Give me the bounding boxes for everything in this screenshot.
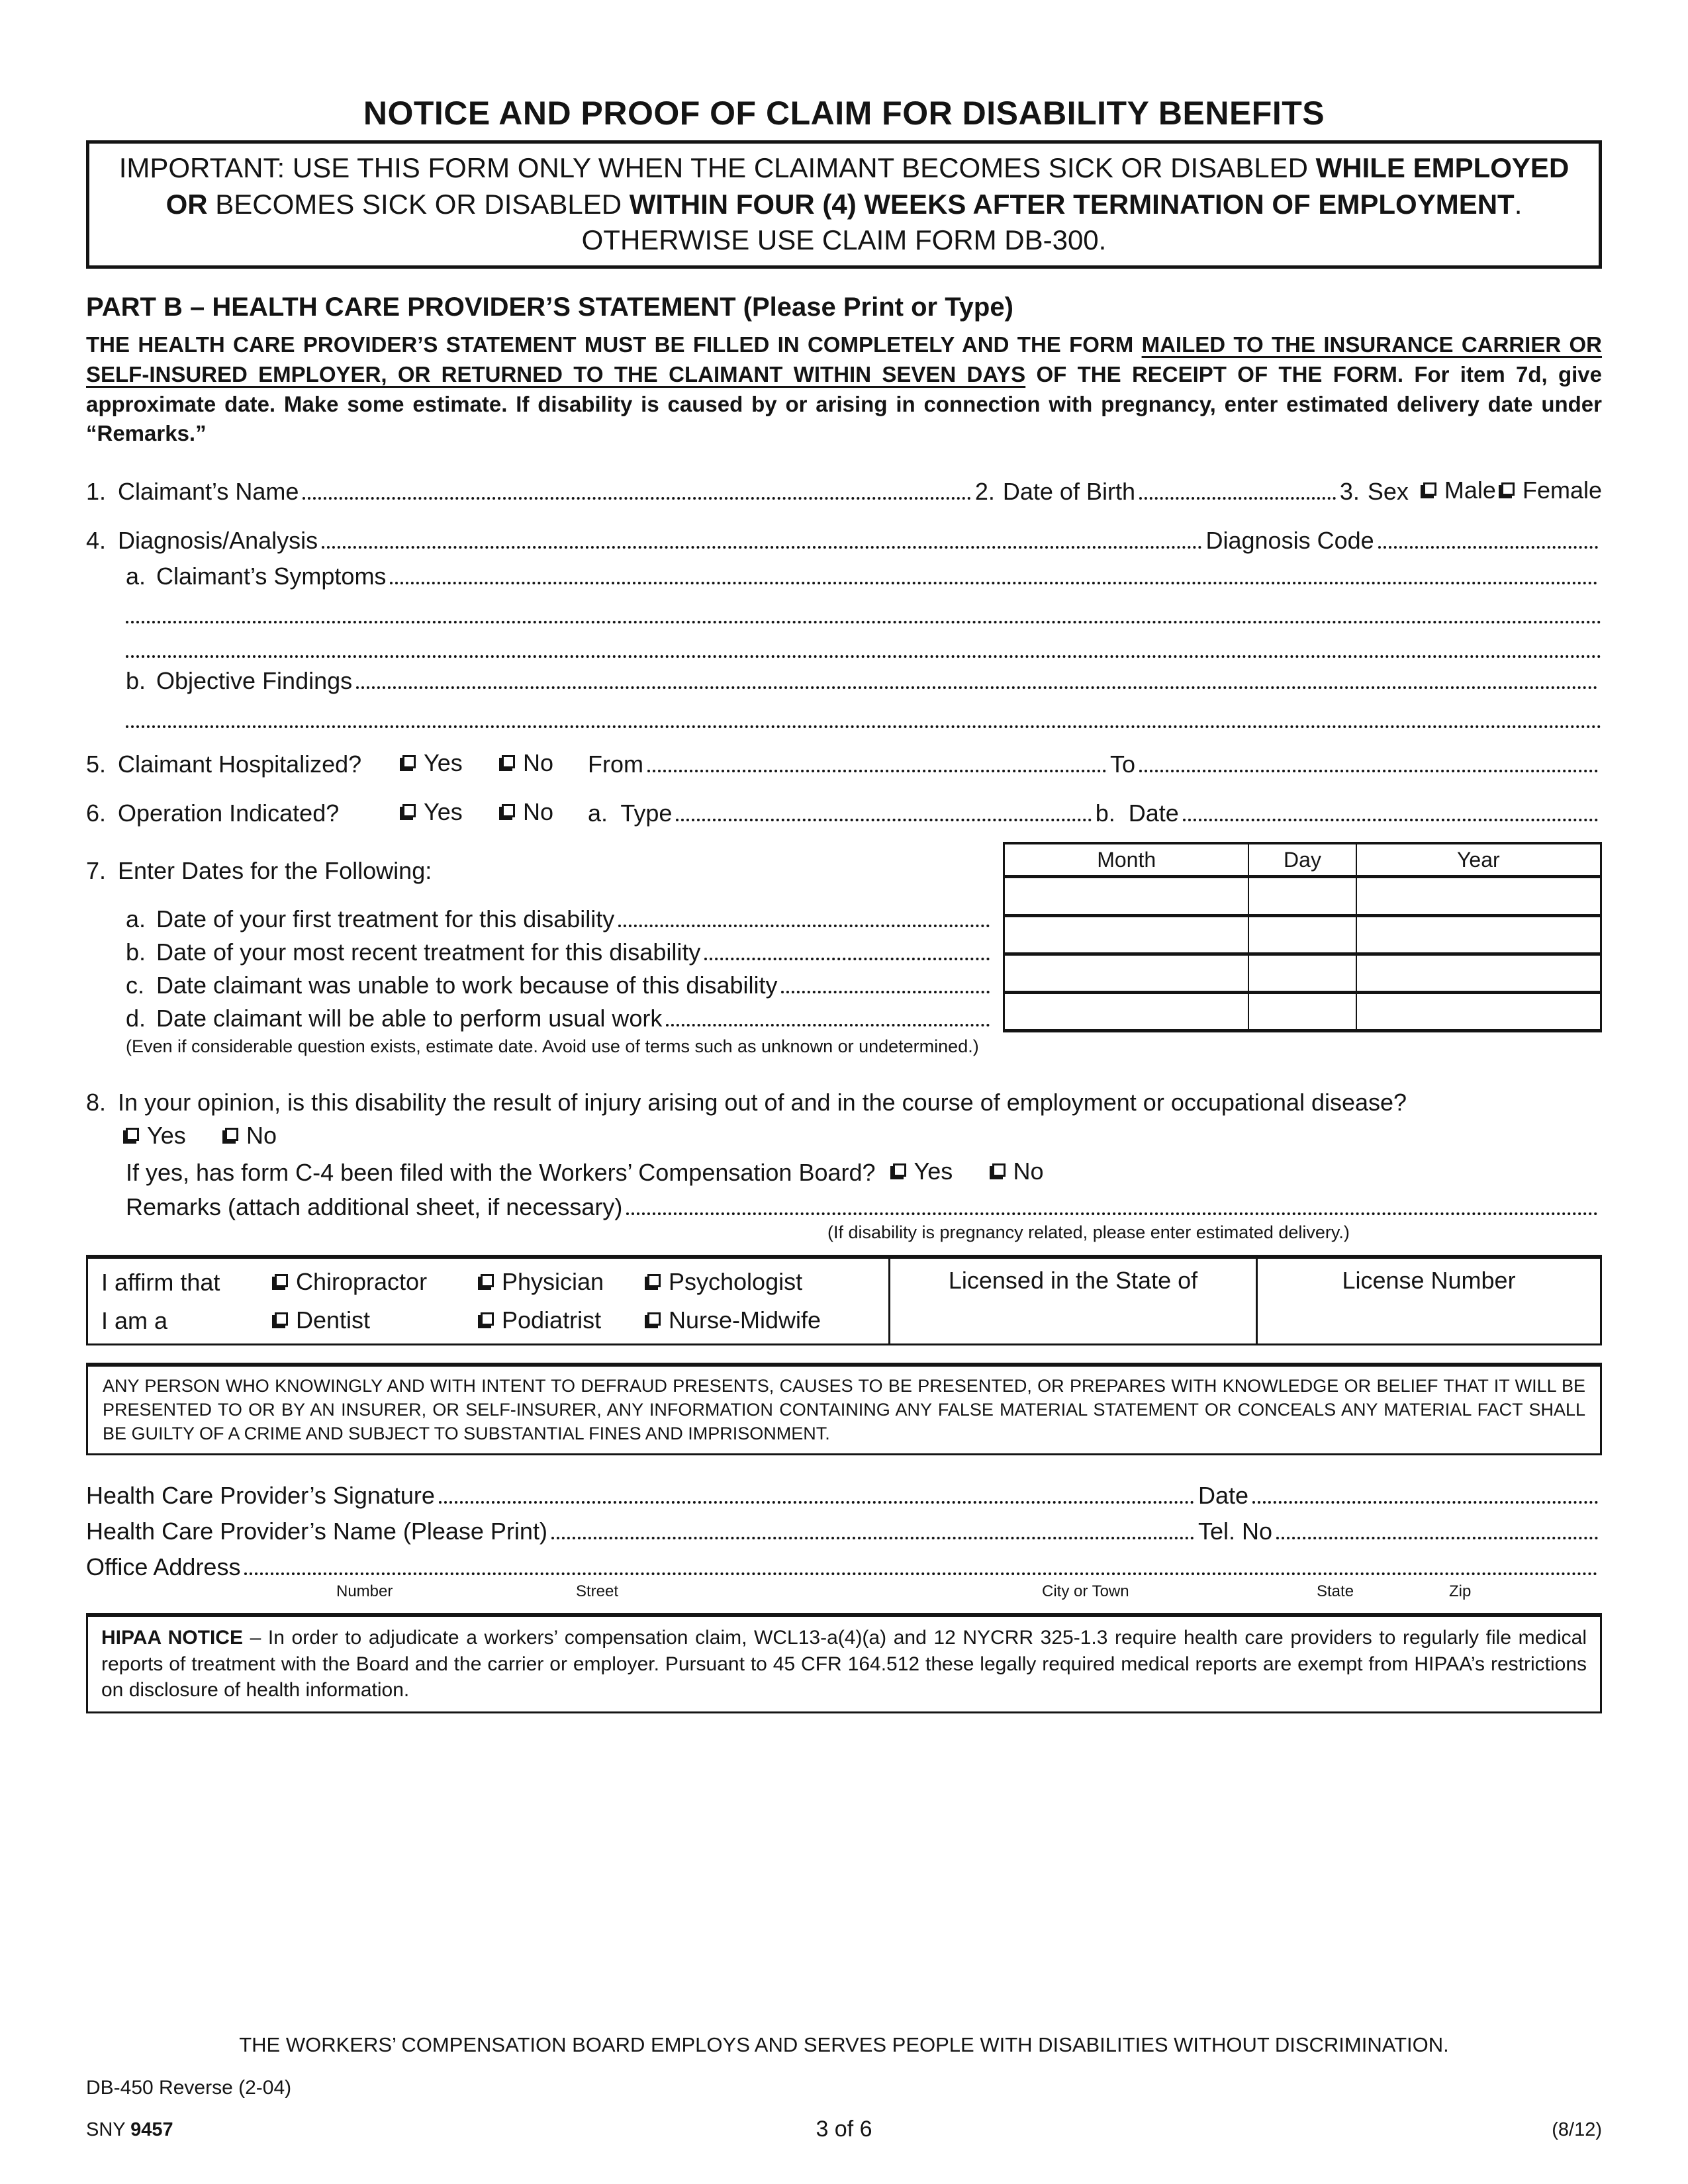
revision-date: (8/12) [1552,2119,1602,2140]
item8-question: In your opinion, is this disability the result of injury arising out of and in the course of employment or occupational disease? [118,1089,1407,1116]
claimant-name-label: Claimant’s Name [118,478,299,506]
operation-date-field[interactable] [1183,819,1598,821]
remarks-label: Remarks (attach additional sheet, if necessary) [126,1193,623,1221]
important-text-bold: WHILE EMPLOYED OR [165,152,1570,220]
female-label: Female [1522,477,1602,504]
table-row [1004,877,1601,915]
row-c4-filed [126,1158,1602,1187]
chiropractor-checkbox[interactable] [275,1274,288,1287]
sex-female-option [1496,477,1602,504]
hipaa-notice-text: – In order to adjudicate a workers’ compensation claim, WCL13-a(4)(a) and 12 NYCRR 325-1.3 require health care providers to regularly file medical reports of treatment with the Board and the carrier or employer. Pursuant to 45 CFR 164.512 these legally required medical reports are exempt from HIPAA’s restrictions on disclosure of health information. [101,1627,1587,1702]
item7-row-c: c. Date claimant was unable to work because of this disability [126,966,994,999]
row-remarks [126,1193,1602,1221]
address-number-label: Number [336,1582,393,1601]
date-c-month-cell[interactable] [1004,954,1249,992]
objective-findings-label: Objective Findings [156,667,353,695]
c4-filed-label: If yes, has form C-4 been filed with the Workers’ Compensation Board? [126,1159,876,1187]
podiatrist-checkbox[interactable] [481,1312,494,1326]
item7-section [86,842,1602,1032]
dates-table-header [1004,843,1601,877]
license-number-label: License Number [1342,1267,1516,1295]
instructions-underlined: MAILED TO THE INSURANCE CARRIER OR SELF-INSURED EMPLOYER, OR RETURNED TO THE CLAIMANT WITHIN SEVEN DAYS [86,332,1602,387]
signature-label: Health Care Provider’s Signature [86,1482,435,1510]
operation-date-label: b. Date [1095,799,1179,827]
non-discrimination-notice: THE WORKERS’ COMPENSATION BOARD EMPLOYS AND SERVES PEOPLE WITH DISABILITIES WITHOUT DISCRIMINATION. [239,2033,1449,2056]
affirm-intro-line1: I affirm that [101,1269,220,1297]
objective-findings-field[interactable] [356,686,1598,689]
part-b-instructions: THE HEALTH CARE PROVIDER’S STATEMENT MUST BE FILLED IN COMPLETELY AND THE FORM MAILED TO THE INSURANCE CARRIER OR SELF-INSURED EMPLOYER, OR RETURNED TO THE CLAIMANT WITHIN SEVEN DAYS OF THE RECEIPT OF THE FORM. For item 7d, give approximate date. Make some estimate. If disability is caused by or arising in connection with pregnancy, enter estimated delivery date under “Remarks.” [86,332,1602,446]
dentist-option: Dentist [269,1306,475,1334]
item7-row-b: b. Date of your most recent treatment for this disability [126,933,994,966]
hospitalized-label: Claimant Hospitalized? [118,751,362,778]
unable-to-work-label: Date claimant was unable to work because of this disability [156,972,778,999]
hospitalized-no-option: No [496,749,583,777]
item-number: 3. [1339,478,1360,506]
provider-name-label: Health Care Provider’s Name (Please Print) [86,1518,547,1545]
row-hospitalized [86,749,1602,778]
table-row [1004,993,1601,1031]
symptoms-label: Claimant’s Symptoms [156,563,387,590]
chiropractor-option: Chiropractor [269,1268,475,1296]
c4-no-checkbox[interactable] [992,1163,1006,1177]
diagnosis-code-label: Diagnosis Code [1205,527,1374,555]
row-signature [86,1479,1602,1510]
important-text: . OTHERWISE USE CLAIM FORM DB-300. [581,188,1523,256]
hospitalized-yes-checkbox[interactable] [402,755,416,768]
operation-no-checkbox[interactable] [502,804,515,817]
item-number: 8. [86,1089,107,1116]
signature-section [86,1479,1602,1602]
operation-yes-checkbox[interactable] [402,804,416,817]
first-treatment-label: Date of your first treatment for this disability [156,905,615,933]
address-street-label: Street [576,1582,619,1601]
operation-type-field[interactable] [676,819,1091,821]
hospitalized-yes-option: Yes [397,749,496,777]
date-b-month-cell[interactable] [1004,915,1249,954]
row-item8-question [86,1089,1602,1116]
dates-table [1003,842,1602,1032]
form-code: DB-450 Reverse (2-04) [86,2077,292,2099]
month-column-header: Month [1004,843,1249,877]
date-b-year-cell[interactable] [1356,915,1601,954]
form-title: NOTICE AND PROOF OF CLAIM FOR DISABILITY BENEFITS [363,95,1325,132]
date-of-birth-field[interactable] [1139,497,1336,500]
sub-item-letter: b. [126,667,146,695]
item-number: 1. [86,478,107,506]
fraud-notice-box [86,1363,1602,1455]
address-zip-label: Zip [1449,1582,1472,1601]
office-address-label: Office Address [86,1553,241,1581]
date-a-year-cell[interactable] [1356,877,1601,915]
sex-male-option [1418,477,1496,504]
licensed-state-field[interactable] [888,1259,1256,1343]
psychologist-option: Psychologist [642,1268,888,1296]
row-diagnosis [86,527,1602,555]
dentist-checkbox[interactable] [275,1312,288,1326]
remarks-field[interactable] [626,1212,1598,1215]
table-row [1004,915,1601,954]
fraud-notice-text: ANY PERSON WHO KNOWINGLY AND WITH INTENT TO DEFRAUD PRESENTS, CAUSES TO BE PRESENTED, OR PREPARES WITH KNOWLEDGE OR BELIEF THAT IT WILL BE PRESENTED TO OR BY AN INSURER, OR SELF-INSURER, ANY INFORMATION CONTAINING ANY FALSE MATERIAL STATEMENT OR CONCEALS ANY MATERIAL FACT SHALL BE GUILTY OF A CRIME AND SUBJECT TO SUBSTANTIAL FINES AND IMPRISONMENT. [103,1376,1585,1443]
operation-no-option: No [496,798,583,826]
male-checkbox[interactable] [1423,482,1436,496]
symptoms-field-line3[interactable] [126,655,1602,658]
item8-no-option: No [225,1122,277,1150]
row-objective-findings [126,667,1602,695]
table-row [1004,954,1601,992]
row-symptoms [126,563,1602,590]
objective-findings-field-line2[interactable] [126,725,1602,728]
important-text: BECOMES SICK OR DISABLED [215,188,622,220]
signature-field[interactable] [439,1501,1194,1504]
physician-option: Physician [475,1268,642,1296]
item8-yes-option: Yes [126,1122,225,1150]
day-column-header: Day [1248,843,1356,877]
diagnosis-code-field[interactable] [1378,546,1598,549]
row-provider-name [86,1515,1602,1545]
important-text-bold: WITHIN FOUR (4) WEEKS AFTER TERMINATION OF EMPLOYMENT [629,188,1515,220]
important-notice-box [86,140,1602,269]
operation-type-label: a. Type [588,799,673,827]
signature-date-field[interactable] [1252,1501,1598,1504]
important-text: IMPORTANT: USE THIS FORM ONLY WHEN THE CLAIMANT BECOMES SICK OR DISABLED [118,152,1308,183]
item7-row-a: a. Date of your first treatment for this disability [126,900,994,933]
hospitalized-to-field[interactable] [1139,770,1598,772]
item-number: 6. [86,799,107,827]
date-label: Date [1198,1482,1249,1510]
operation-yes-option: Yes [397,798,496,826]
usual-work-label: Date claimant will be able to perform usual work [156,1005,663,1032]
item7-heading: 7. Enter Dates for the Following: [86,857,432,885]
c4-yes-checkbox[interactable] [893,1163,906,1177]
date-b-day-cell[interactable] [1248,915,1356,954]
item-number: 2. [974,478,995,506]
year-column-header: Year [1356,843,1601,877]
address-state-label: State [1317,1582,1354,1601]
nurse-midwife-option: Nurse-Midwife [642,1306,888,1334]
hospitalized-from-field[interactable] [647,770,1106,772]
tel-no-label: Tel. No [1198,1518,1273,1545]
item-number: 5. [86,751,107,778]
pregnancy-note: (If disability is pregnancy related, please enter estimated delivery.) [827,1222,1350,1243]
license-number-field[interactable] [1256,1259,1600,1343]
affirmation-box [86,1255,1602,1345]
row-item8-yesno [126,1122,1602,1151]
row-operation [86,798,1602,827]
row-office-address [86,1551,1602,1581]
sub-item-letter: a. [126,563,146,590]
row-claimant-name [86,477,1602,506]
item7-note: (Even if considerable question exists, estimate date. Avoid use of terms such as unknown or undetermined.) [126,1036,979,1057]
affirm-intro-line2: I am a [101,1307,168,1335]
hospitalized-to-label: To [1109,751,1136,778]
operation-label: Operation Indicated? [118,799,340,827]
date-of-birth-label: Date of Birth [1002,478,1135,506]
date-a-month-cell[interactable] [1004,877,1249,915]
office-address-field[interactable] [244,1572,1598,1575]
physician-checkbox[interactable] [481,1274,494,1287]
form-stock-number: SNY 9457 [86,2119,173,2140]
diagnosis-label: Diagnosis/Analysis [118,527,318,555]
date-d-day-cell[interactable] [1248,993,1356,1031]
podiatrist-option: Podiatrist [475,1306,642,1334]
item-number: 4. [86,527,107,555]
date-c-year-cell[interactable] [1356,954,1601,992]
item7-row-d: d. Date claimant will be able to perform usual work [126,999,994,1032]
date-d-year-cell[interactable] [1356,993,1601,1031]
date-a-day-cell[interactable] [1248,877,1356,915]
symptoms-field-line2[interactable] [126,621,1602,623]
c4-no-option: No [987,1158,1044,1185]
licensed-state-label: Licensed in the State of [948,1267,1198,1295]
diagnosis-field[interactable] [322,546,1201,549]
claimant-name-field[interactable] [303,497,970,500]
c4-yes-option: Yes [888,1158,987,1185]
recent-treatment-label: Date of your most recent treatment for this disability [156,938,701,966]
item8-yes-checkbox[interactable] [126,1128,139,1141]
female-checkbox[interactable] [1501,482,1515,496]
symptoms-field[interactable] [390,582,1598,584]
provider-name-field[interactable] [551,1537,1194,1539]
tel-no-field[interactable] [1276,1537,1598,1539]
hospitalized-from-label: From [588,751,643,778]
hipaa-notice-label: HIPAA NOTICE [101,1627,243,1649]
hipaa-notice-box [86,1613,1602,1713]
sex-label: Sex [1367,478,1409,506]
address-sublabels [86,1581,1602,1602]
date-d-month-cell[interactable] [1004,993,1249,1031]
item8-no-checkbox[interactable] [225,1128,238,1141]
part-b-heading: PART B – HEALTH CARE PROVIDER’S STATEMENT (Please Print or Type) [86,292,1013,322]
hospitalized-no-checkbox[interactable] [502,755,515,768]
address-city-label: City or Town [1042,1582,1129,1601]
male-label: Male [1444,477,1496,504]
page-number: 3 of 6 [816,2116,872,2142]
nurse-midwife-checkbox[interactable] [647,1312,661,1326]
date-c-day-cell[interactable] [1248,954,1356,992]
psychologist-checkbox[interactable] [647,1274,661,1287]
